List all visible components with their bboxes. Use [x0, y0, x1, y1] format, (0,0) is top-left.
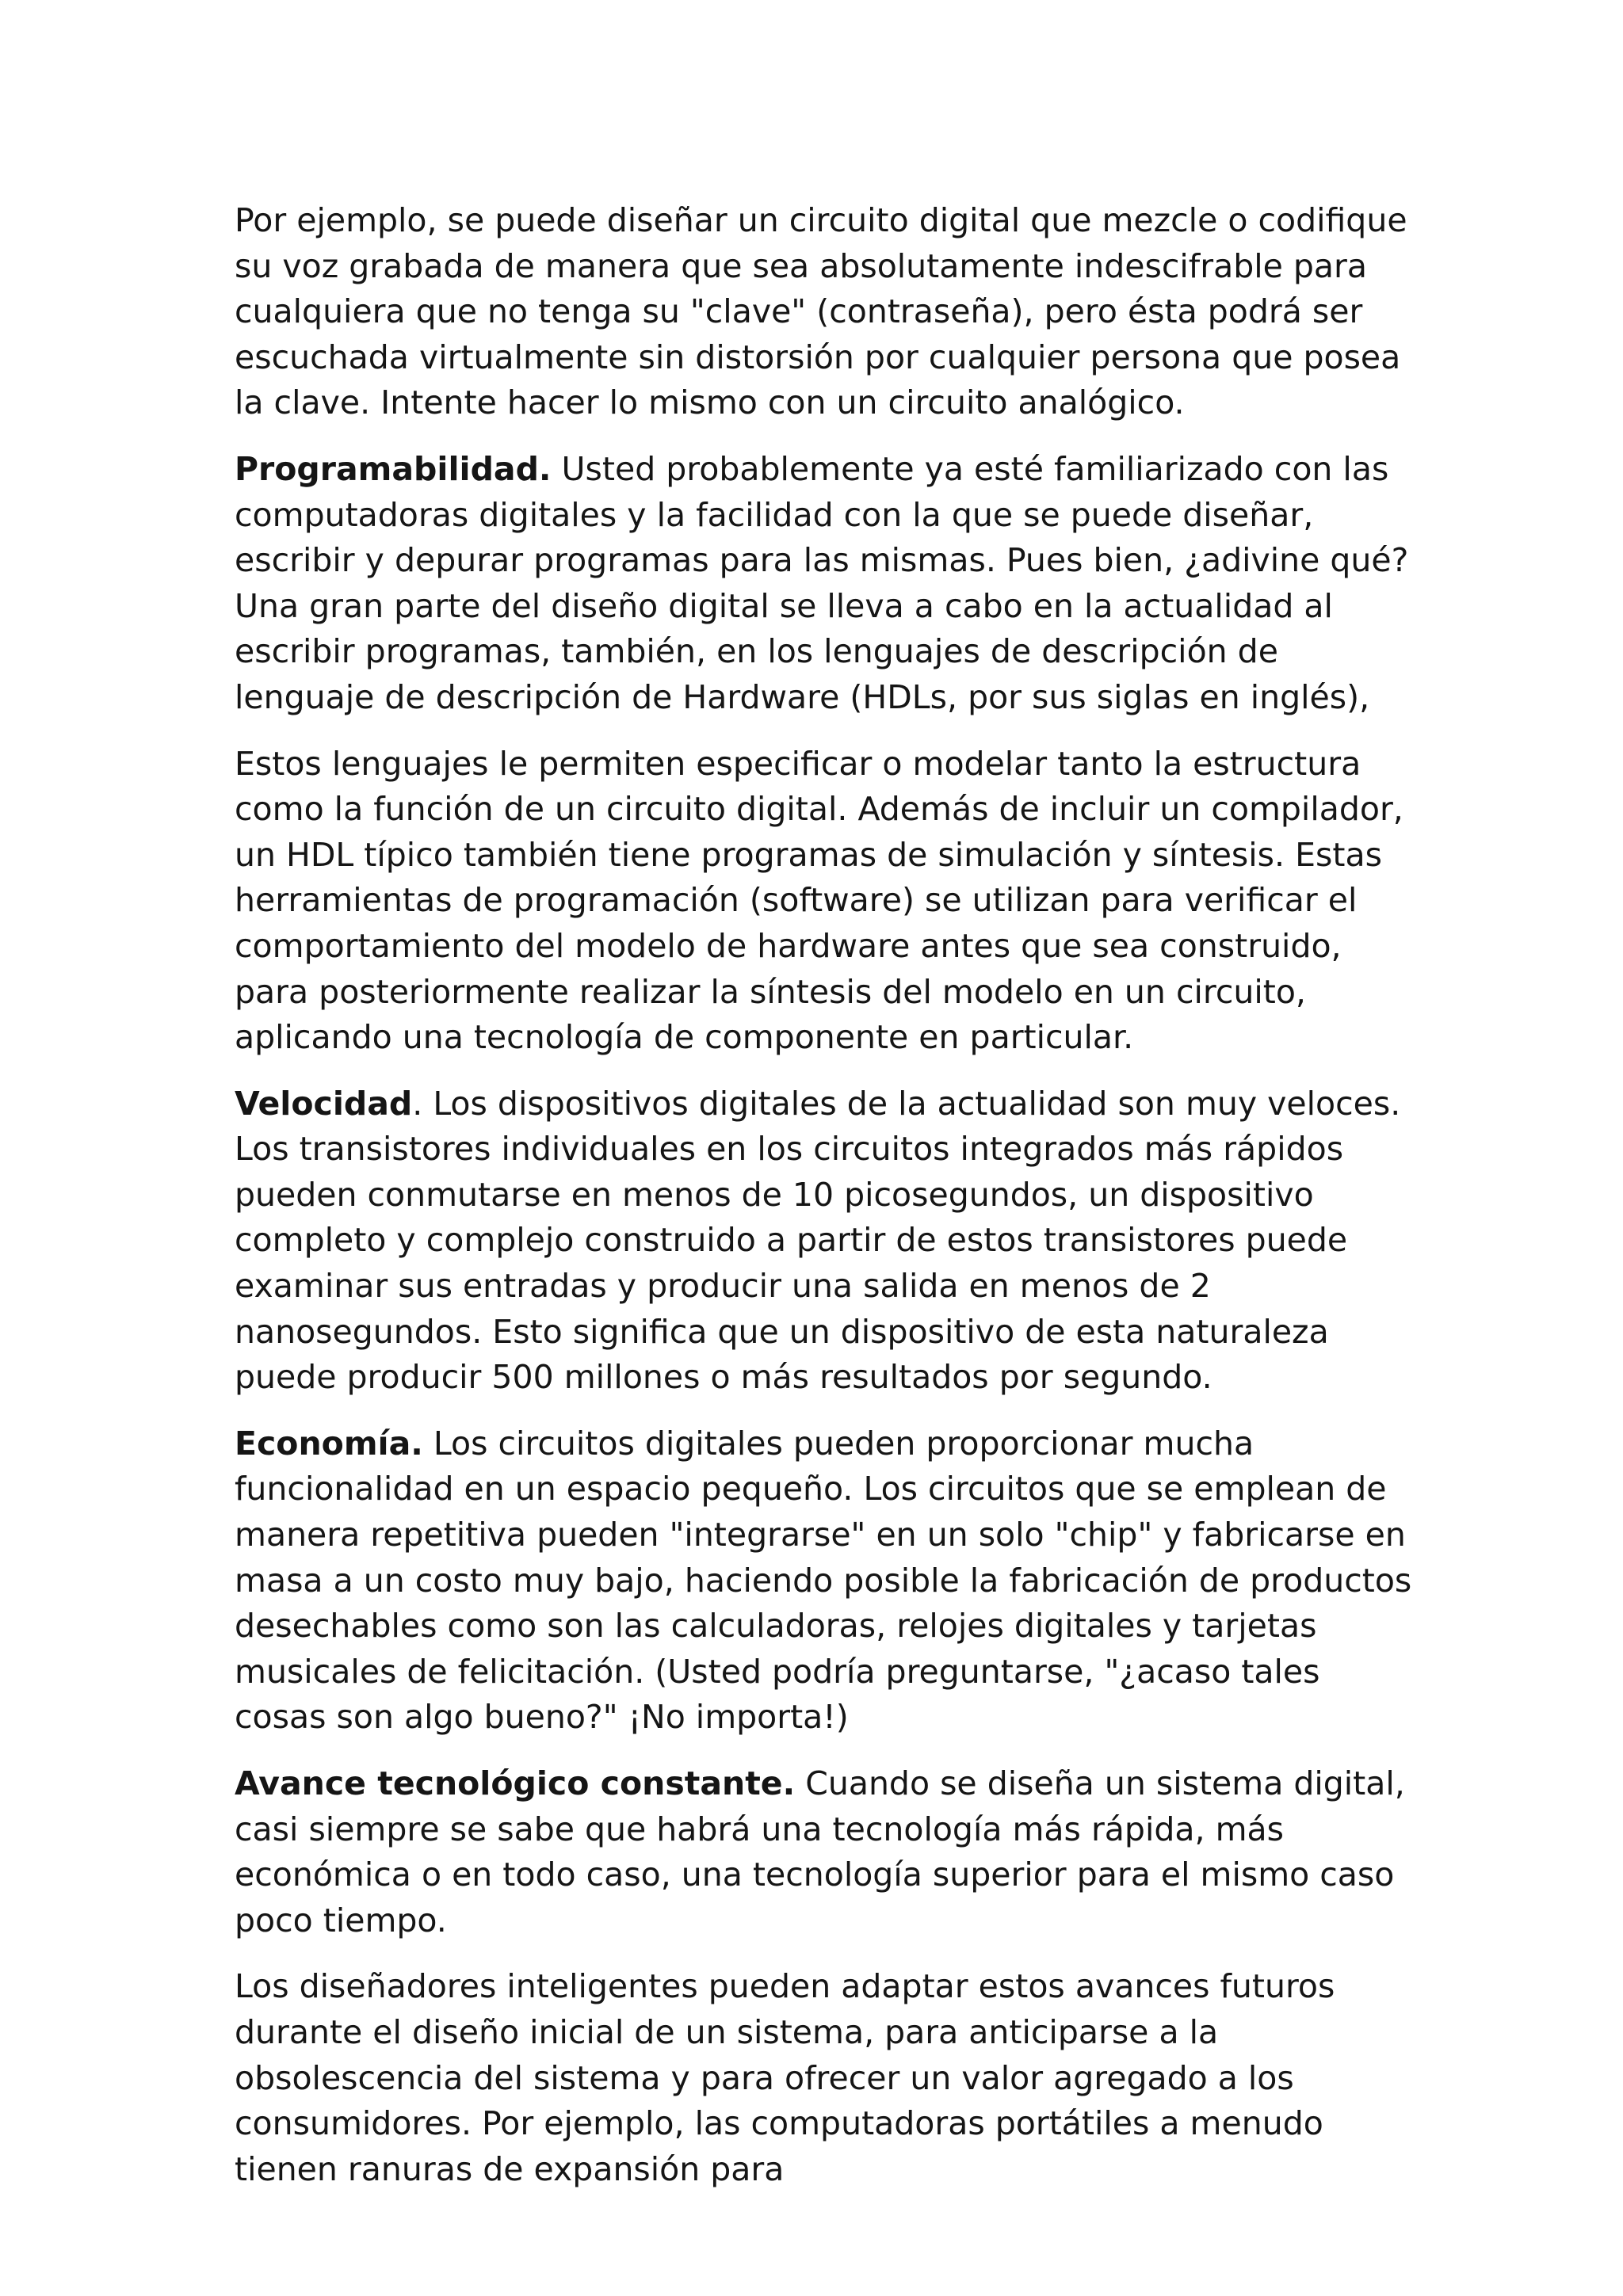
paragraph-velocidad — [235, 1081, 1415, 1401]
paragraph-text: Cuando se diseña un sistema digital, casi siempre se sabe que habrá una tecnología más rápida, más económica o en todo caso, una tecnología superior para el mismo caso poco tiempo. — [235, 1764, 1405, 1939]
paragraph-text: Estos lenguajes le permiten especificar o modelar tanto la estructura como la función de un circuito digital. Además de incluir un compilador, un HDL típico también tiene programas de simulación y síntesis. Estas herramientas de programación (software) se utilizan para verificar el comportamiento del modelo de hardware antes que sea construido, para posteriormente realizar la síntesis del modelo en un circuito, aplicando una tecnología de componente en particular. — [235, 744, 1403, 1057]
paragraph-text: Los diseñadores inteligentes pueden adaptar estos avances futuros durante el diseño inicial de un sistema, para anticiparse a la obsolescencia del sistema y para ofrecer un valor agregado a los consumidores. Por ejemplo, las computadoras portátiles a menudo tienen ranuras de expansión para — [235, 1967, 1335, 2188]
paragraph-disenadores — [235, 1964, 1415, 2192]
paragraph-lead: Economía. — [235, 1424, 423, 1463]
document-page — [235, 198, 1415, 2213]
paragraph-economia — [235, 1421, 1415, 1741]
paragraph-lead: Programabilidad. — [235, 449, 552, 488]
paragraph-lenguajes — [235, 742, 1415, 1061]
paragraph-text: . Los dispositivos digitales de la actualidad son muy veloces. Los transistores individuales en los circuitos integrados más rápidos pueden conmutarse en menos de 10 picosegundos, un dispositivo completo y complejo construido a partir de estos transistores puede examinar sus entradas y producir una salida en menos de 2 nanosegundos. Esto significa que un dispositivo de esta naturaleza puede producir 500 millones o más resultados por segundo. — [235, 1084, 1401, 1397]
paragraph-avance-tecnologico — [235, 1761, 1415, 1943]
paragraph-text: Los circuitos digitales pueden proporcionar mucha funcionalidad en un espacio pequeño. Los circuitos que se emplean de manera repetitiva pueden "integrarse" en un solo "chip" y fabricarse en masa a un costo muy bajo, haciendo posible la fabricación de productos desechables como son las calculadoras, relojes digitales y tarjetas musicales de felicitación. (Usted podría preguntarse, "¿acaso tales cosas son algo bueno?" ¡No importa!) — [235, 1424, 1412, 1737]
paragraph-programabilidad — [235, 447, 1415, 721]
paragraph-lead: Velocidad — [235, 1084, 413, 1123]
paragraph-intro-example — [235, 198, 1415, 426]
paragraph-text: Por ejemplo, se puede diseñar un circuito digital que mezcle o codifique su voz grabada de manera que sea absolutamente indescifrable para cualquiera que no tenga su "clave" (contraseña), pero ésta podrá ser escuchada virtualmente sin distorsión por cualquier persona que posea la clave. Intente hacer lo mismo con un circuito analógico. — [235, 201, 1407, 422]
paragraph-lead: Avance tecnológico constante. — [235, 1764, 796, 1802]
paragraph-text: Usted probablemente ya esté familiarizado con las computadoras digitales y la facilidad con la que se puede diseñar, escribir y depurar programas para las mismas. Pues bien, ¿adivine qué? Una gran parte del diseño digital se lleva a cabo en la actualidad al escribir programas, también, en los lenguajes de descripción de lenguaje de descripción de Hardware (HDLs, por sus siglas en inglés), — [235, 449, 1409, 716]
